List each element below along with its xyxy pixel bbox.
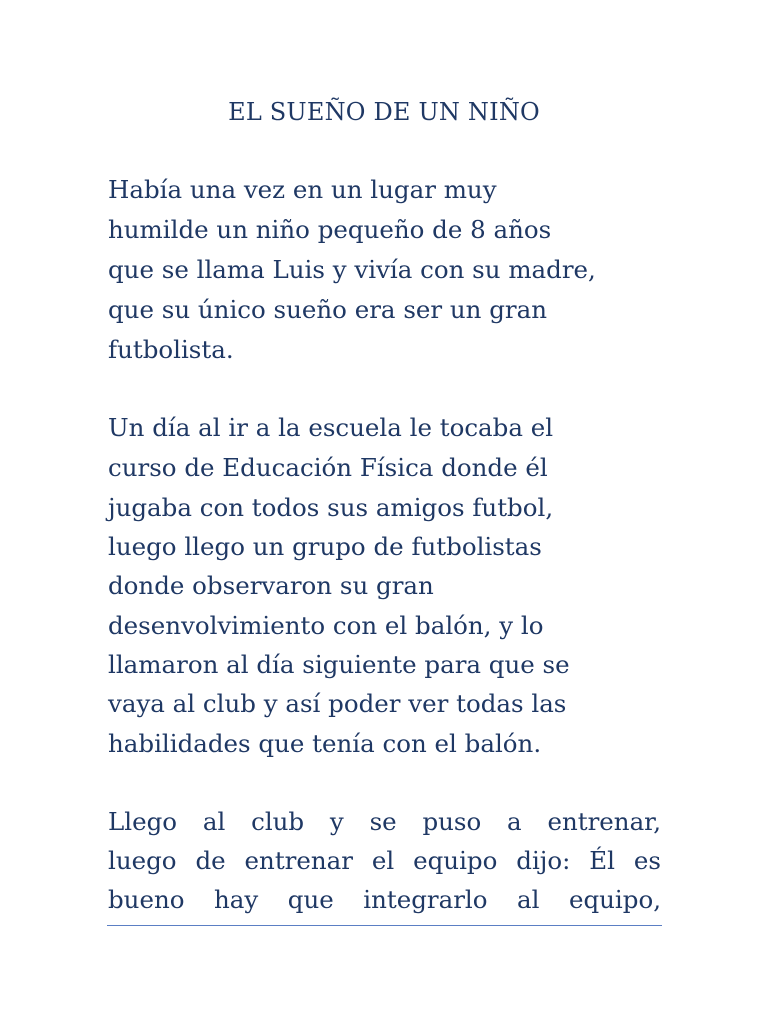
document-title: EL SUEÑO DE UN NIÑO bbox=[228, 98, 540, 126]
paragraph-1-line-5: futbolista. bbox=[108, 335, 234, 364]
paragraph-2-line-8: vaya al club y así poder ver todas las bbox=[108, 689, 567, 718]
paragraph-2-line-4: luego llego un grupo de futbolistas bbox=[108, 532, 542, 561]
page-bottom-rule bbox=[107, 925, 662, 926]
paragraph-3-line-1: Llego al club y se puso a entrenar, bbox=[108, 807, 661, 836]
paragraph-1-line-2: humilde un niño pequeño de 8 años bbox=[108, 215, 552, 244]
paragraph-2-line-3: jugaba con todos sus amigos futbol, bbox=[108, 493, 554, 522]
paragraph-1-line-4: que su único sueño era ser un gran bbox=[108, 295, 548, 324]
paragraph-1-line-3: que se llama Luis y vivía con su madre, bbox=[108, 255, 596, 284]
paragraph-2-line-1: Un día al ir a la escuela le tocaba el bbox=[108, 413, 554, 442]
paragraph-2-line-5: donde observaron su gran bbox=[108, 571, 434, 600]
paragraph-1-line-1: Había una vez en un lugar muy bbox=[108, 175, 497, 204]
paragraph-2-line-9: habilidades que tenía con el balón. bbox=[108, 729, 542, 758]
paragraph-2-line-6: desenvolvimiento con el balón, y lo bbox=[108, 611, 544, 640]
paragraph-3-line-2: luego de entrenar el equipo dijo: Él es bbox=[108, 846, 661, 875]
paragraph-3-line-3: bueno hay que integrarlo al equipo, bbox=[108, 885, 661, 914]
paragraph-2-line-2: curso de Educación Física donde él bbox=[108, 453, 548, 482]
paragraph-2-line-7: llamaron al día siguiente para que se bbox=[108, 650, 570, 679]
